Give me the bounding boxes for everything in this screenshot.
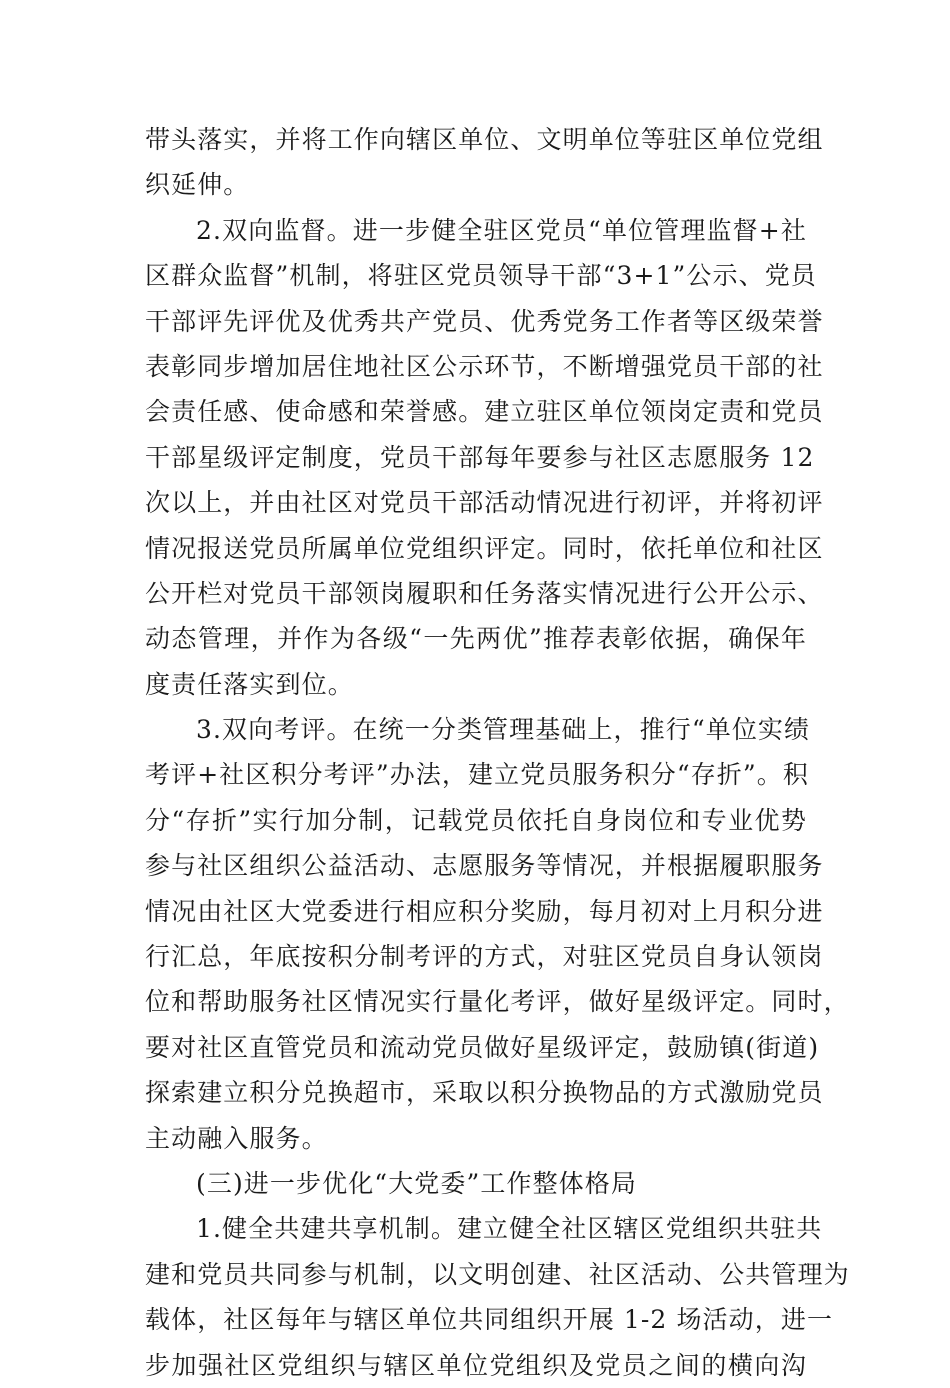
text-line: 带头落实，并将工作向辖区单位、文明单位等驻区单位党组 (145, 125, 824, 154)
text-line: 分“存折”实行加分制，记载党员依托自身岗位和专业优势 (145, 805, 807, 835)
text-line: 次以上，并由社区对党员干部活动情况进行初评，并将初评 (145, 488, 824, 518)
document-body (145, 117, 850, 1388)
text-line: 建和党员共同参与机制，以文明创建、社区活动、公共管理为 (145, 1259, 850, 1289)
text-line: 干部星级评定制度，党员干部每年要参与社区志愿服务 12 (145, 442, 815, 472)
text-line: 3.双向考评。在统一分类管理基础上，推行“单位实绩 (196, 715, 811, 745)
text-line: 载体，社区每年与辖区单位共同组织开展 1-2 场活动，进一 (145, 1305, 834, 1335)
text-line: 参与社区组织公益活动、志愿服务等情况，并根据履职服务 (145, 851, 824, 881)
text-line: 行汇总，年底按积分制考评的方式，对驻区党员自身认领岗 (145, 942, 824, 972)
text-line: 2.双向监督。进一步健全驻区党员“单位管理监督+社 (196, 215, 807, 245)
text-line: 度责任落实到位。 (145, 669, 354, 699)
text-line: 探索建立积分兑换超市，采取以积分换物品的方式激励党员 (145, 1078, 824, 1108)
text-line: 区群众监督”机制，将驻区党员领导干部“3+1”公示、党员 (145, 261, 817, 291)
text-line: 公开栏对党员干部领岗履职和任务落实情况进行公开公示、 (145, 578, 824, 608)
text-line: 会责任感、使命感和荣誉感。建立驻区单位领岗定责和党员 (145, 397, 824, 427)
text-line: 情况报送党员所属单位党组织评定。同时，依托单位和社区 (145, 533, 824, 563)
text-line: 表彰同步增加居住地社区公示环节，不断增强党员干部的社 (145, 351, 824, 381)
text-line: 干部评先评优及优秀共产党员、优秀党务工作者等区级荣誉 (145, 306, 824, 336)
text-line: 步加强社区党组织与辖区单位党组织及党员之间的横向沟 (145, 1350, 807, 1380)
text-line: 考评+社区积分考评”办法，建立党员服务积分“存折”。积 (145, 760, 809, 790)
text-line: 位和帮助服务社区情况实行量化考评，做好星级评定。同时， (145, 987, 850, 1017)
text-line: 主动融入服务。 (145, 1123, 328, 1153)
text-line: 1.健全共建共享机制。建立健全社区辖区党组织共驻共 (196, 1214, 823, 1244)
text-line: 情况由社区大党委进行相应积分奖励，每月初对上月积分进 (145, 896, 824, 926)
text-line: 织延伸。 (145, 170, 250, 200)
text-line: (三)进一步优化“大党委”工作整体格局 (196, 1168, 637, 1198)
text-line: 动态管理，并作为各级“一先两优”推荐表彰依据，确保年 (145, 624, 807, 654)
text-line: 要对社区直管党员和流动党员做好星级评定，鼓励镇(街道) (145, 1032, 820, 1062)
